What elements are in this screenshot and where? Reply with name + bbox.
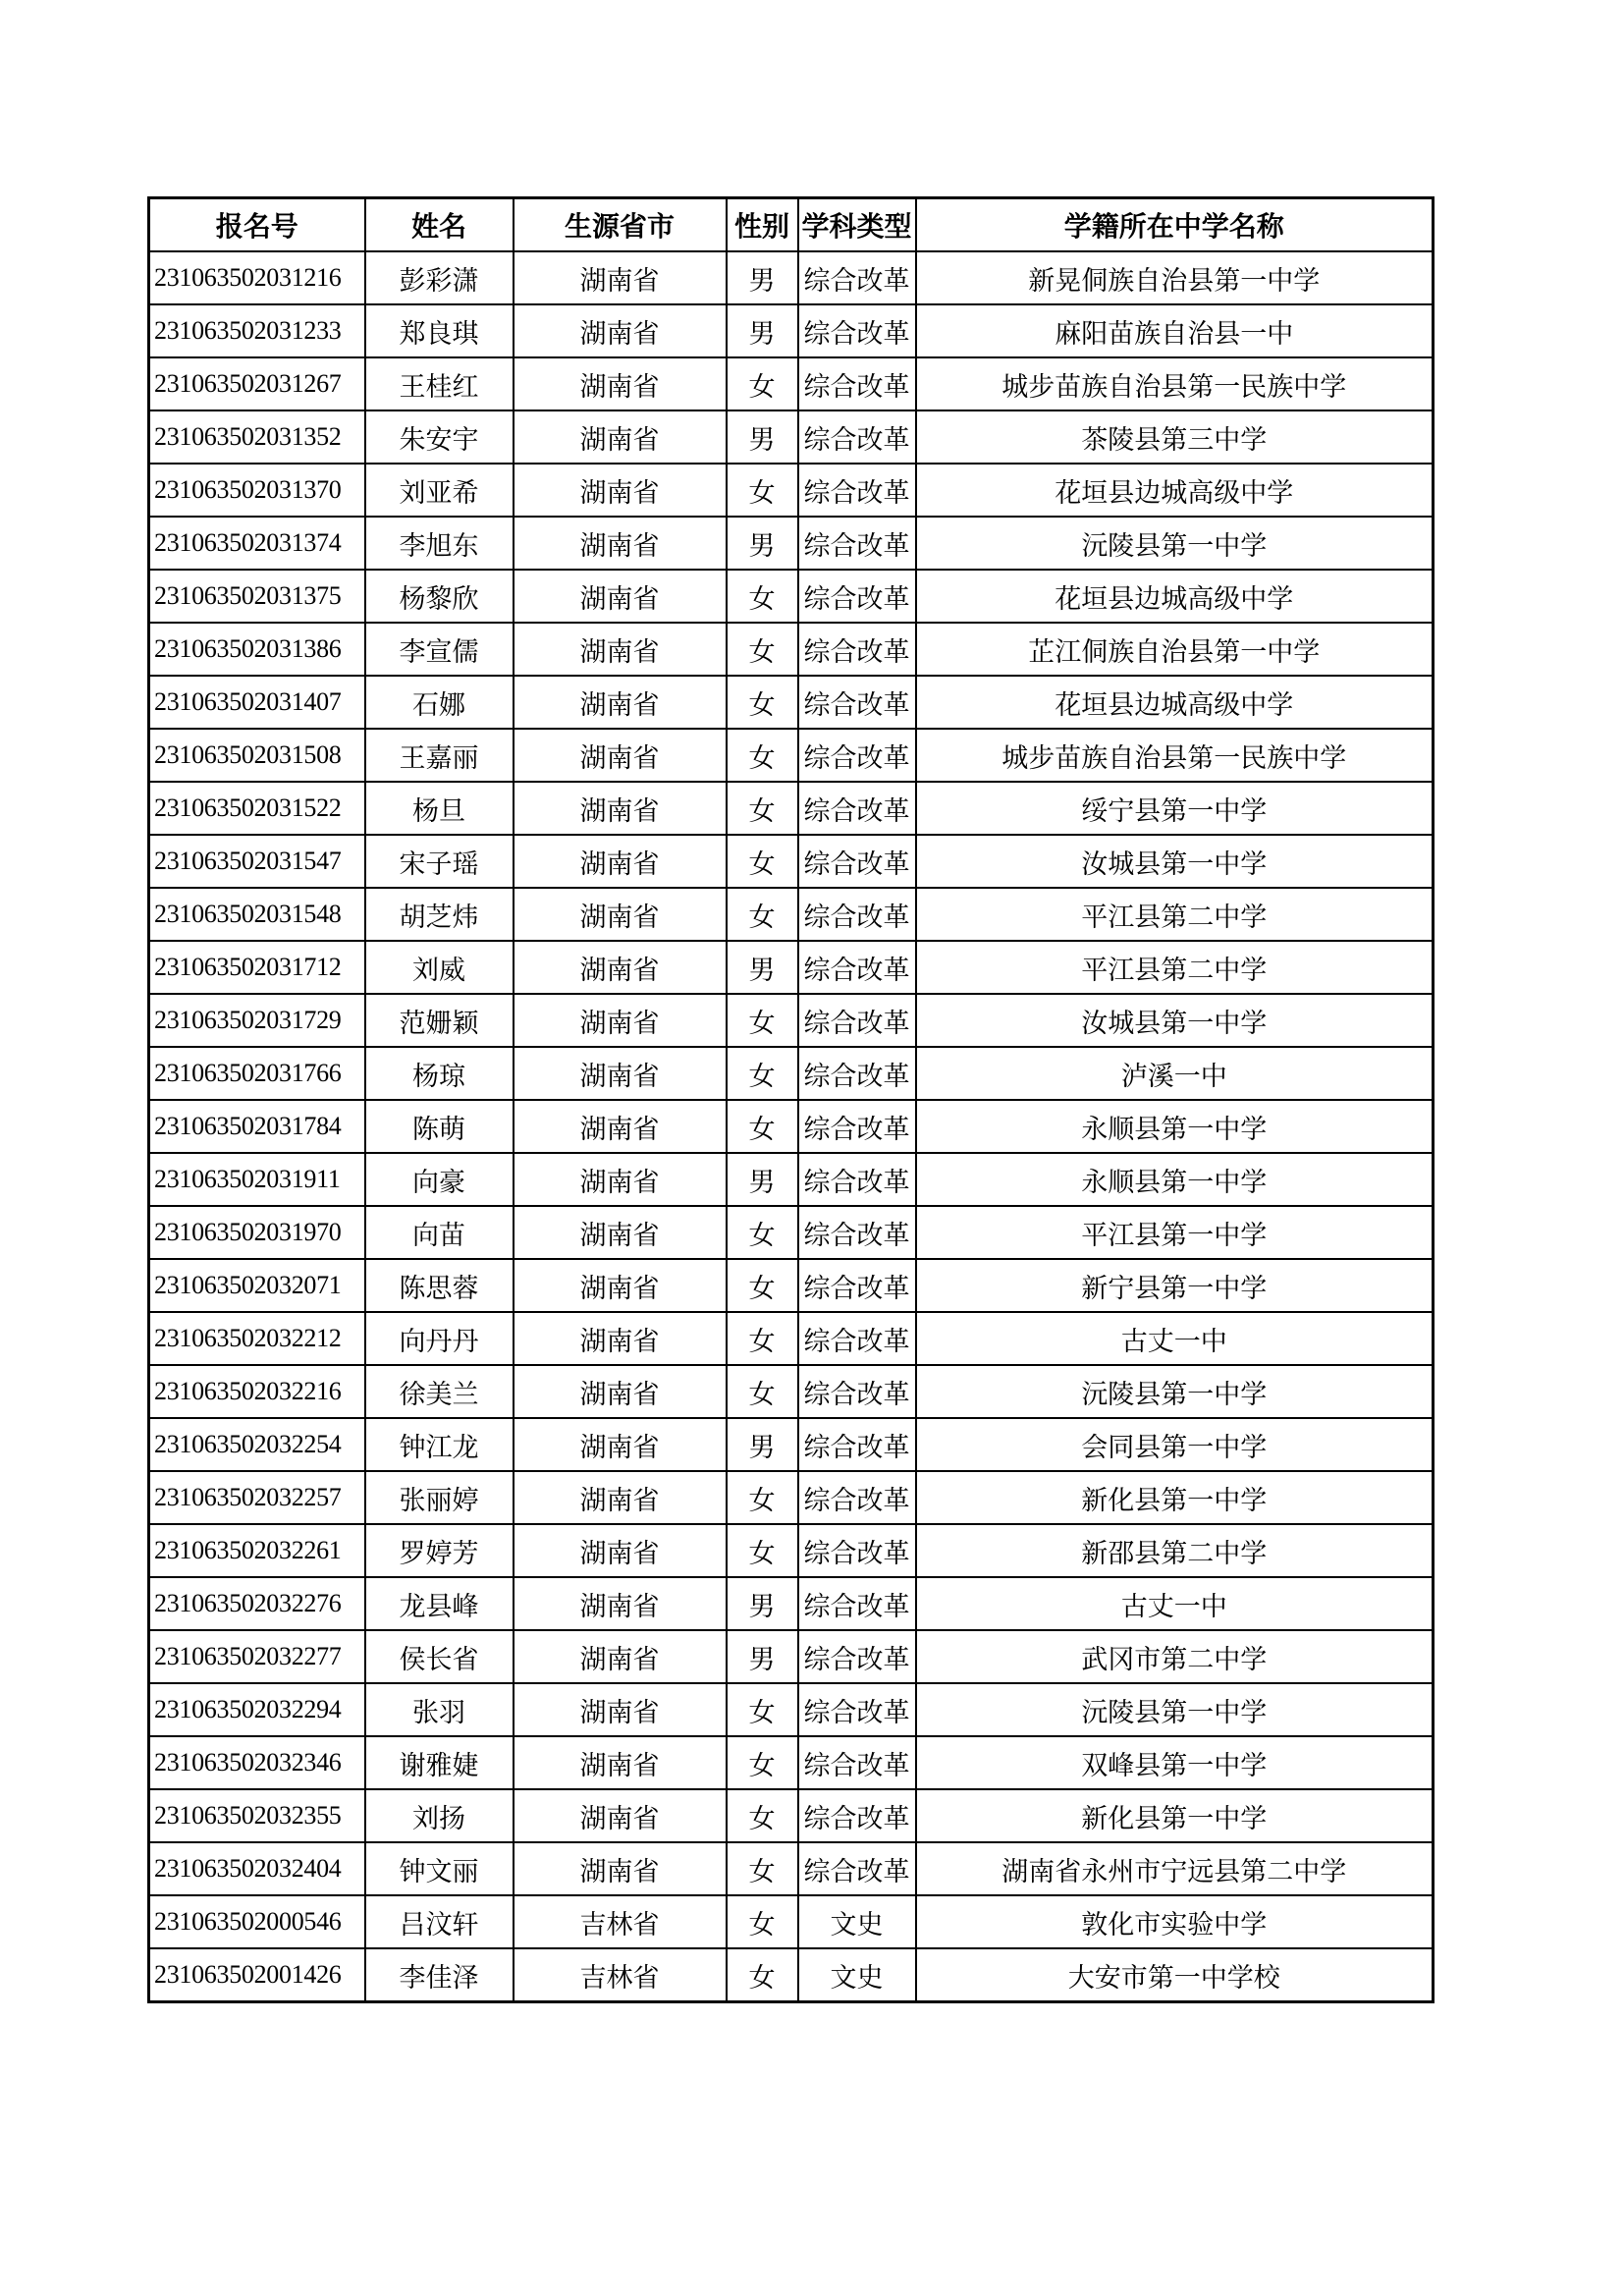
registration-number-cell: 231063502031216: [149, 251, 365, 304]
name-cell: 钟文丽: [365, 1842, 514, 1895]
registration-number-cell: 231063502031386: [149, 623, 365, 676]
subject-type-cell: 综合改革: [798, 1312, 916, 1365]
name-cell: 李宣儒: [365, 623, 514, 676]
name-cell: 刘扬: [365, 1789, 514, 1842]
subject-type-cell: 综合改革: [798, 1471, 916, 1524]
registration-number-cell: 231063502031766: [149, 1047, 365, 1100]
name-cell: 陈思蓉: [365, 1259, 514, 1312]
registration-number-cell: 231063502031729: [149, 994, 365, 1047]
subject-type-cell: 综合改革: [798, 251, 916, 304]
subject-type-cell: 综合改革: [798, 1259, 916, 1312]
table-row: [149, 1789, 1434, 1842]
gender-cell: 女: [727, 1524, 798, 1577]
table-row: [149, 1153, 1434, 1206]
subject-type-cell: 综合改革: [798, 464, 916, 517]
table-row: [149, 251, 1434, 304]
province-cell: 湖南省: [514, 1259, 727, 1312]
registration-number-cell: 231063502031970: [149, 1206, 365, 1259]
subject-type-cell: 综合改革: [798, 1100, 916, 1153]
name-cell: 向豪: [365, 1153, 514, 1206]
registration-number-cell: 231063502031508: [149, 729, 365, 782]
province-cell: 湖南省: [514, 729, 727, 782]
province-cell: 湖南省: [514, 1630, 727, 1683]
gender-cell: 女: [727, 570, 798, 623]
table-row: [149, 1206, 1434, 1259]
registration-number-cell: 231063502032276: [149, 1577, 365, 1630]
school-name-cell: 汝城县第一中学: [916, 835, 1434, 888]
province-cell: 湖南省: [514, 1100, 727, 1153]
registration-number-cell: 231063502031370: [149, 464, 365, 517]
province-cell: 湖南省: [514, 1153, 727, 1206]
province-cell: 湖南省: [514, 1524, 727, 1577]
table-row: [149, 1047, 1434, 1100]
subject-type-cell: 综合改革: [798, 1206, 916, 1259]
registration-number-cell: 231063502031374: [149, 517, 365, 570]
name-cell: 李佳泽: [365, 1948, 514, 2002]
table-row: [149, 623, 1434, 676]
table-row: [149, 1259, 1434, 1312]
registration-number-cell: 231063502032346: [149, 1736, 365, 1789]
registration-number-cell: 231063502031233: [149, 304, 365, 357]
province-cell: 湖南省: [514, 304, 727, 357]
province-cell: 湖南省: [514, 782, 727, 835]
header-name: 姓名: [365, 198, 514, 252]
school-name-cell: 新宁县第一中学: [916, 1259, 1434, 1312]
province-cell: 湖南省: [514, 1206, 727, 1259]
table-row: [149, 888, 1434, 941]
school-name-cell: 武冈市第二中学: [916, 1630, 1434, 1683]
header-row: [149, 198, 1434, 252]
subject-type-cell: 综合改革: [798, 410, 916, 464]
table-row: [149, 1577, 1434, 1630]
registration-number-cell: 231063502032254: [149, 1418, 365, 1471]
registration-number-cell: 231063502031784: [149, 1100, 365, 1153]
table-row: [149, 1895, 1434, 1948]
table-row: [149, 835, 1434, 888]
header-registration-number: 报名号: [149, 198, 365, 252]
registration-number-cell: 231063502032404: [149, 1842, 365, 1895]
province-cell: 湖南省: [514, 994, 727, 1047]
name-cell: 张羽: [365, 1683, 514, 1736]
gender-cell: 女: [727, 676, 798, 729]
gender-cell: 女: [727, 1683, 798, 1736]
name-cell: 杨旦: [365, 782, 514, 835]
gender-cell: 女: [727, 994, 798, 1047]
name-cell: 向丹丹: [365, 1312, 514, 1365]
gender-cell: 女: [727, 1736, 798, 1789]
name-cell: 侯长省: [365, 1630, 514, 1683]
table-row: [149, 517, 1434, 570]
subject-type-cell: 综合改革: [798, 994, 916, 1047]
name-cell: 李旭东: [365, 517, 514, 570]
gender-cell: 男: [727, 1577, 798, 1630]
table-row: [149, 941, 1434, 994]
table-row: [149, 1736, 1434, 1789]
school-name-cell: 双峰县第一中学: [916, 1736, 1434, 1789]
subject-type-cell: 综合改革: [798, 1524, 916, 1577]
name-cell: 刘亚希: [365, 464, 514, 517]
gender-cell: 女: [727, 729, 798, 782]
gender-cell: 女: [727, 1047, 798, 1100]
province-cell: 吉林省: [514, 1895, 727, 1948]
header-subject-type: 学科类型: [798, 198, 916, 252]
registration-number-cell: 231063502032257: [149, 1471, 365, 1524]
province-cell: 湖南省: [514, 1418, 727, 1471]
gender-cell: 男: [727, 1153, 798, 1206]
gender-cell: 男: [727, 941, 798, 994]
table-row: [149, 1948, 1434, 2002]
name-cell: 石娜: [365, 676, 514, 729]
province-cell: 湖南省: [514, 1312, 727, 1365]
header-school-name: 学籍所在中学名称: [916, 198, 1434, 252]
admission-table: [147, 196, 1435, 2003]
subject-type-cell: 综合改革: [798, 517, 916, 570]
school-name-cell: 城步苗族自治县第一民族中学: [916, 357, 1434, 410]
header-province: 生源省市: [514, 198, 727, 252]
school-name-cell: 沅陵县第一中学: [916, 517, 1434, 570]
table-row: [149, 1683, 1434, 1736]
subject-type-cell: 综合改革: [798, 1153, 916, 1206]
school-name-cell: 会同县第一中学: [916, 1418, 1434, 1471]
subject-type-cell: 综合改革: [798, 888, 916, 941]
name-cell: 陈萌: [365, 1100, 514, 1153]
name-cell: 王嘉丽: [365, 729, 514, 782]
table-row: [149, 1312, 1434, 1365]
gender-cell: 女: [727, 1365, 798, 1418]
name-cell: 龙县峰: [365, 1577, 514, 1630]
province-cell: 湖南省: [514, 835, 727, 888]
subject-type-cell: 综合改革: [798, 1365, 916, 1418]
school-name-cell: 麻阳苗族自治县一中: [916, 304, 1434, 357]
province-cell: 湖南省: [514, 888, 727, 941]
school-name-cell: 沅陵县第一中学: [916, 1365, 1434, 1418]
school-name-cell: 花垣县边城高级中学: [916, 570, 1434, 623]
gender-cell: 女: [727, 1206, 798, 1259]
school-name-cell: 花垣县边城高级中学: [916, 676, 1434, 729]
school-name-cell: 古丈一中: [916, 1577, 1434, 1630]
registration-number-cell: 231063502031352: [149, 410, 365, 464]
registration-number-cell: 231063502031548: [149, 888, 365, 941]
gender-cell: 男: [727, 1418, 798, 1471]
province-cell: 湖南省: [514, 1736, 727, 1789]
table-row: [149, 357, 1434, 410]
name-cell: 朱安宇: [365, 410, 514, 464]
school-name-cell: 沅陵县第一中学: [916, 1683, 1434, 1736]
gender-cell: 女: [727, 623, 798, 676]
registration-number-cell: 231063502032216: [149, 1365, 365, 1418]
school-name-cell: 平江县第一中学: [916, 1206, 1434, 1259]
table-row: [149, 1471, 1434, 1524]
registration-number-cell: 231063502032212: [149, 1312, 365, 1365]
province-cell: 湖南省: [514, 464, 727, 517]
school-name-cell: 新化县第一中学: [916, 1789, 1434, 1842]
table-row: [149, 1524, 1434, 1577]
registration-number-cell: 231063502031267: [149, 357, 365, 410]
province-cell: 湖南省: [514, 1789, 727, 1842]
registration-number-cell: 231063502031375: [149, 570, 365, 623]
subject-type-cell: 综合改革: [798, 1047, 916, 1100]
name-cell: 徐美兰: [365, 1365, 514, 1418]
school-name-cell: 芷江侗族自治县第一中学: [916, 623, 1434, 676]
registration-number-cell: 231063502031911: [149, 1153, 365, 1206]
registration-number-cell: 231063502031407: [149, 676, 365, 729]
province-cell: 湖南省: [514, 1365, 727, 1418]
name-cell: 范姗颖: [365, 994, 514, 1047]
school-name-cell: 永顺县第一中学: [916, 1153, 1434, 1206]
province-cell: 湖南省: [514, 517, 727, 570]
name-cell: 刘威: [365, 941, 514, 994]
subject-type-cell: 综合改革: [798, 1842, 916, 1895]
name-cell: 向苗: [365, 1206, 514, 1259]
subject-type-cell: 综合改革: [798, 1630, 916, 1683]
registration-number-cell: 231063502032294: [149, 1683, 365, 1736]
school-name-cell: 茶陵县第三中学: [916, 410, 1434, 464]
province-cell: 湖南省: [514, 410, 727, 464]
gender-cell: 女: [727, 1789, 798, 1842]
subject-type-cell: 综合改革: [798, 304, 916, 357]
gender-cell: 男: [727, 304, 798, 357]
registration-number-cell: 231063502032277: [149, 1630, 365, 1683]
province-cell: 湖南省: [514, 1577, 727, 1630]
table-row: [149, 729, 1434, 782]
gender-cell: 女: [727, 1259, 798, 1312]
subject-type-cell: 综合改革: [798, 729, 916, 782]
province-cell: 湖南省: [514, 676, 727, 729]
name-cell: 彭彩潇: [365, 251, 514, 304]
table-row: [149, 1630, 1434, 1683]
subject-type-cell: 综合改革: [798, 1418, 916, 1471]
subject-type-cell: 综合改革: [798, 1683, 916, 1736]
name-cell: 杨琼: [365, 1047, 514, 1100]
registration-number-cell: 231063502032071: [149, 1259, 365, 1312]
gender-cell: 女: [727, 357, 798, 410]
province-cell: 湖南省: [514, 1683, 727, 1736]
registration-number-cell: 231063502032355: [149, 1789, 365, 1842]
gender-cell: 女: [727, 835, 798, 888]
name-cell: 谢雅婕: [365, 1736, 514, 1789]
table-row: [149, 1100, 1434, 1153]
province-cell: 湖南省: [514, 251, 727, 304]
subject-type-cell: 综合改革: [798, 357, 916, 410]
gender-cell: 女: [727, 1948, 798, 2002]
table-row: [149, 410, 1434, 464]
subject-type-cell: 综合改革: [798, 835, 916, 888]
name-cell: 宋子瑶: [365, 835, 514, 888]
gender-cell: 男: [727, 251, 798, 304]
name-cell: 胡芝炜: [365, 888, 514, 941]
gender-cell: 男: [727, 410, 798, 464]
gender-cell: 男: [727, 517, 798, 570]
school-name-cell: 花垣县边城高级中学: [916, 464, 1434, 517]
school-name-cell: 湖南省永州市宁远县第二中学: [916, 1842, 1434, 1895]
subject-type-cell: 文史: [798, 1948, 916, 2002]
school-name-cell: 绥宁县第一中学: [916, 782, 1434, 835]
subject-type-cell: 综合改革: [798, 782, 916, 835]
registration-number-cell: 231063502000546: [149, 1895, 365, 1948]
name-cell: 郑良琪: [365, 304, 514, 357]
subject-type-cell: 综合改革: [798, 676, 916, 729]
school-name-cell: 永顺县第一中学: [916, 1100, 1434, 1153]
registration-number-cell: 231063502032261: [149, 1524, 365, 1577]
table-row: [149, 464, 1434, 517]
table-row: [149, 1842, 1434, 1895]
table-row: [149, 994, 1434, 1047]
subject-type-cell: 综合改革: [798, 1577, 916, 1630]
school-name-cell: 敦化市实验中学: [916, 1895, 1434, 1948]
gender-cell: 女: [727, 1471, 798, 1524]
school-name-cell: 古丈一中: [916, 1312, 1434, 1365]
gender-cell: 女: [727, 1895, 798, 1948]
gender-cell: 女: [727, 888, 798, 941]
name-cell: 王桂红: [365, 357, 514, 410]
province-cell: 吉林省: [514, 1948, 727, 2002]
school-name-cell: 平江县第二中学: [916, 941, 1434, 994]
province-cell: 湖南省: [514, 357, 727, 410]
subject-type-cell: 综合改革: [798, 1736, 916, 1789]
school-name-cell: 新晃侗族自治县第一中学: [916, 251, 1434, 304]
table-row: [149, 676, 1434, 729]
registration-number-cell: 231063502031522: [149, 782, 365, 835]
name-cell: 钟江龙: [365, 1418, 514, 1471]
name-cell: 杨黎欣: [365, 570, 514, 623]
subject-type-cell: 文史: [798, 1895, 916, 1948]
registration-number-cell: 231063502001426: [149, 1948, 365, 2002]
header-gender: 性别: [727, 198, 798, 252]
subject-type-cell: 综合改革: [798, 941, 916, 994]
table-row: [149, 304, 1434, 357]
province-cell: 湖南省: [514, 570, 727, 623]
table-row: [149, 1418, 1434, 1471]
province-cell: 湖南省: [514, 1842, 727, 1895]
school-name-cell: 新化县第一中学: [916, 1471, 1434, 1524]
gender-cell: 女: [727, 1842, 798, 1895]
school-name-cell: 城步苗族自治县第一民族中学: [916, 729, 1434, 782]
gender-cell: 女: [727, 782, 798, 835]
subject-type-cell: 综合改革: [798, 570, 916, 623]
school-name-cell: 泸溪一中: [916, 1047, 1434, 1100]
school-name-cell: 大安市第一中学校: [916, 1948, 1434, 2002]
gender-cell: 女: [727, 1312, 798, 1365]
province-cell: 湖南省: [514, 623, 727, 676]
subject-type-cell: 综合改革: [798, 623, 916, 676]
province-cell: 湖南省: [514, 1047, 727, 1100]
gender-cell: 女: [727, 464, 798, 517]
school-name-cell: 平江县第二中学: [916, 888, 1434, 941]
name-cell: 罗婷芳: [365, 1524, 514, 1577]
school-name-cell: 汝城县第一中学: [916, 994, 1434, 1047]
province-cell: 湖南省: [514, 941, 727, 994]
registration-number-cell: 231063502031547: [149, 835, 365, 888]
gender-cell: 男: [727, 1630, 798, 1683]
subject-type-cell: 综合改革: [798, 1789, 916, 1842]
table-row: [149, 570, 1434, 623]
name-cell: 吕汶轩: [365, 1895, 514, 1948]
registration-number-cell: 231063502031712: [149, 941, 365, 994]
table-body: [149, 251, 1434, 2002]
table-row: [149, 782, 1434, 835]
gender-cell: 女: [727, 1100, 798, 1153]
table-row: [149, 1365, 1434, 1418]
school-name-cell: 新邵县第二中学: [916, 1524, 1434, 1577]
province-cell: 湖南省: [514, 1471, 727, 1524]
name-cell: 张丽婷: [365, 1471, 514, 1524]
